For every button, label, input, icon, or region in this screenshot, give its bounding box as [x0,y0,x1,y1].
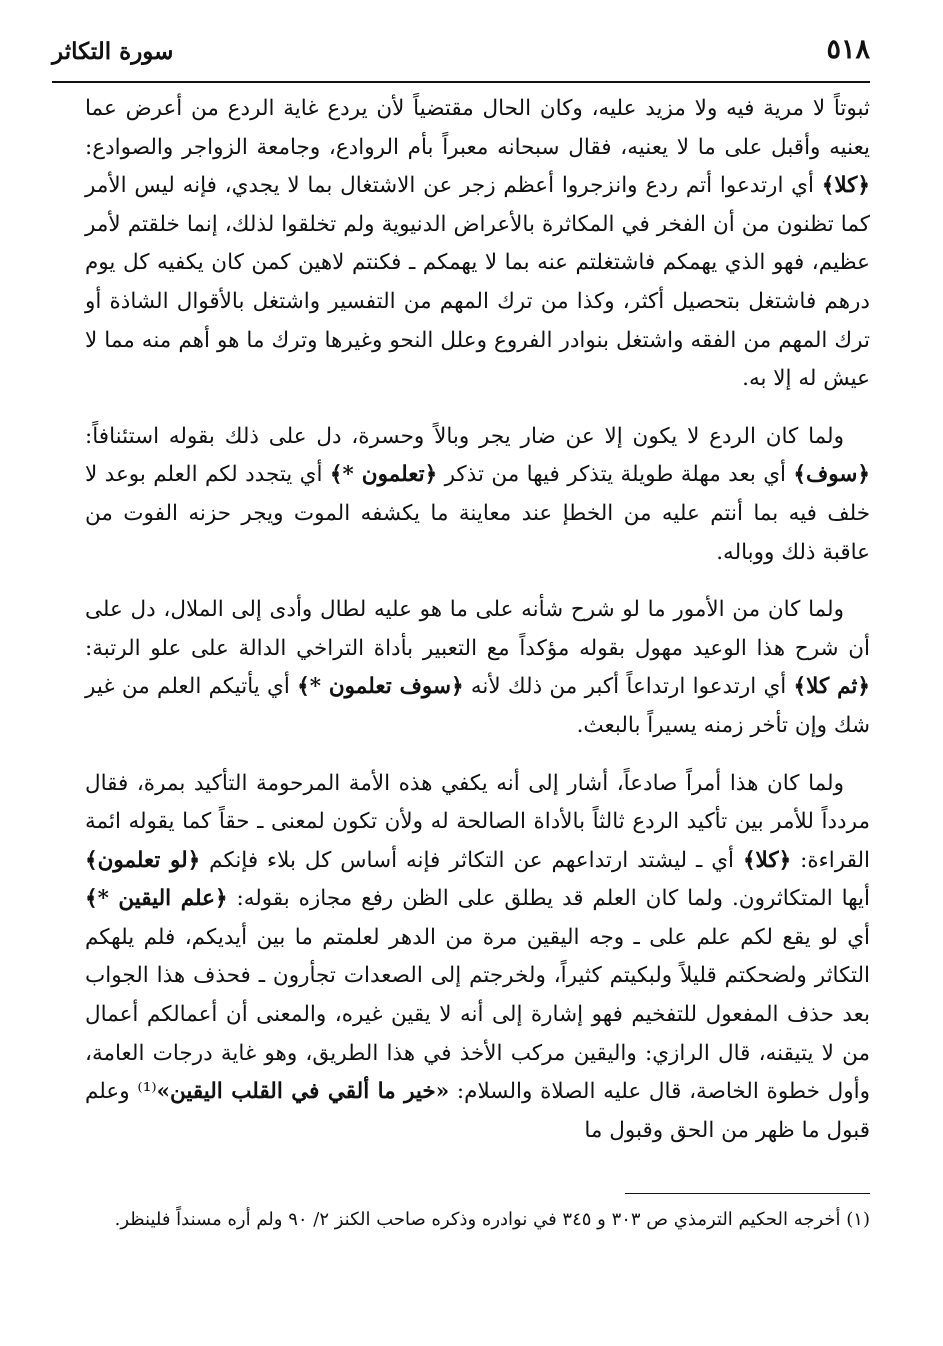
paragraph-text: أي ارتدعوا ارتداعاً أكبر من ذلك لأنه [463,674,794,700]
quran-quote: ﴿لو تعلمون﴾ [85,847,201,873]
quran-quote: ﴿كلا﴾ [821,173,870,199]
footnote-rule [625,1193,870,1194]
paragraph-text: ولما كان الردع لا يكون إلا عن ضار يجر وبالاً وحسرة، دل على ذلك بقوله استئنافاً: [85,423,844,449]
page-number: ٥١٨ [826,34,870,65]
paragraph-text: أي بعد مهلة طويلة يتذكر فيها من تذكر [437,462,794,488]
paragraph-text: أي ارتدعوا أتم ردع وانزجروا أعظم زجر عن الاشتغال بما لا يجدي، فإنه ليس الأمر كما تظنون من أن الفخر في المكاثرة بالأعراض الدنيوية ولم تخلقوا لذلك، إنما خلقتم لأمر عظيم، فهو الذي يهمكم فاشتغلتم عنه بما لا يهمكم ـ فكنتم لاهين كمن كان يكفيه كل يوم درهم فاشتغل بتحصيل أكثر، وكذا من ترك المهم من التفسير واشتغل بالأقوال الشاذة أو ترك المهم من الفقه واشتغل بنوادر الفروع وعلل النحو وغيرها وترك ما هو أهم منه مما لا عيش له إلا به. [85,173,870,392]
running-title: سورة التكاثر [52,38,174,65]
quran-quote: ﴿سوف تعلمون *﴾ [297,674,464,700]
quran-quote: ﴿سوف﴾ [793,462,870,488]
paragraph-text: أي يأتيكم العلم من غير شك وإن تأخر زمنه يسيراً بالبعث. [85,674,870,738]
paragraph [85,591,870,745]
quran-quote: ﴿كلا﴾ [742,847,792,873]
page-body [85,90,870,1150]
paragraph-text: أيها المتكاثرون. ولما كان العلم قد يطلق على الظن رفع مجازه بقوله: [227,886,871,912]
quran-quote: ﴿ثم كلا﴾ [793,674,870,700]
quran-quote: ﴿تعلمون *﴾ [329,462,438,488]
paragraph-text: ثبوتاً لا مرية فيه ولا مزيد عليه، وكان الحال مقتضياً لأن يردع غاية الردع من أعرض عما يعنيه وأقبل على ما لا يعنيه، فقال سبحانه معبراً بأم الروادع، وجامعة الزواجر والصوادع: [85,96,870,160]
paragraph-text: أي يتجدد لكم العلم بوعد لا خلف فيه بما أنتم عليه من الخطإ عند معاينة ما يكشفه الموت ويجر حزنه الفوت من عاقبة ذلك ووباله. [85,462,870,565]
page-header [52,34,870,74]
footnote [85,1203,870,1236]
paragraph [85,765,870,1151]
paragraph-text: أي ـ ليشتد ارتداعهم عن التكاثر فإنه أساس كل بلاء فإنكم [200,847,743,873]
paragraph-text: ⁽¹⁾ وعلم قبول ما ظهر من الحق وقبول ما [85,1079,870,1143]
hadith-quote: «خير ما ألقي في القلب اليقين» [156,1079,450,1105]
paragraph-text: أي لو يقع لكم علم على ـ وجه اليقين مرة من الدهر لعلمتم ما بين أيديكم، فلم يلهكم التكاثر ولضحكتم قليلاً ولبكيتم كثيراً، ولخرجتم إلى الصعدات تجأرون ـ فحذف هذا الجواب بعد حذف المفعول للتفخيم فهو إشارة إلى أنه لا يقين غيره، والمعنى أن أعمالكم أعمال من لا يتيقنه، قال الرازي: واليقين مركب الأخذ في هذا الطريق، وهو غاية درجات العامة، وأول خطوة الخاصة، قال عليه الصلاة والسلام: [85,924,870,1105]
quran-quote: ﴿علم اليقين *﴾ [85,886,228,912]
paragraph [85,418,870,572]
footnote-text: (١) أخرجه الحكيم الترمذي ص ٣٠٣ و ٣٤٥ في نوادره وذكره صاحب الكنز ٢/ ٩٠ ولم أره مسنداً فلينظر. [114,1209,870,1230]
paragraph-text: ولما كان هذا أمراً صادعاً، أشار إلى أنه يكفي هذه الأمة المرحومة التأكيد بمرة، فقال مردداً للأمر بين تأكيد الردع ثالثاً بالأداة الصالحة له ولأن تكون لمعنى ـ حقاً كما يقوله ائمة القراءة: [85,770,870,873]
header-rule [52,81,870,83]
paragraph [85,90,870,399]
paragraph-text: ولما كان من الأمور ما لو شرح شأنه على ما هو عليه لطال وأدى إلى الملال، دل على أن شرح هذا الوعيد مهول بقوله مؤكداً مع التعبير بأداة التراخي الدالة على علو الرتبة: [85,597,870,661]
